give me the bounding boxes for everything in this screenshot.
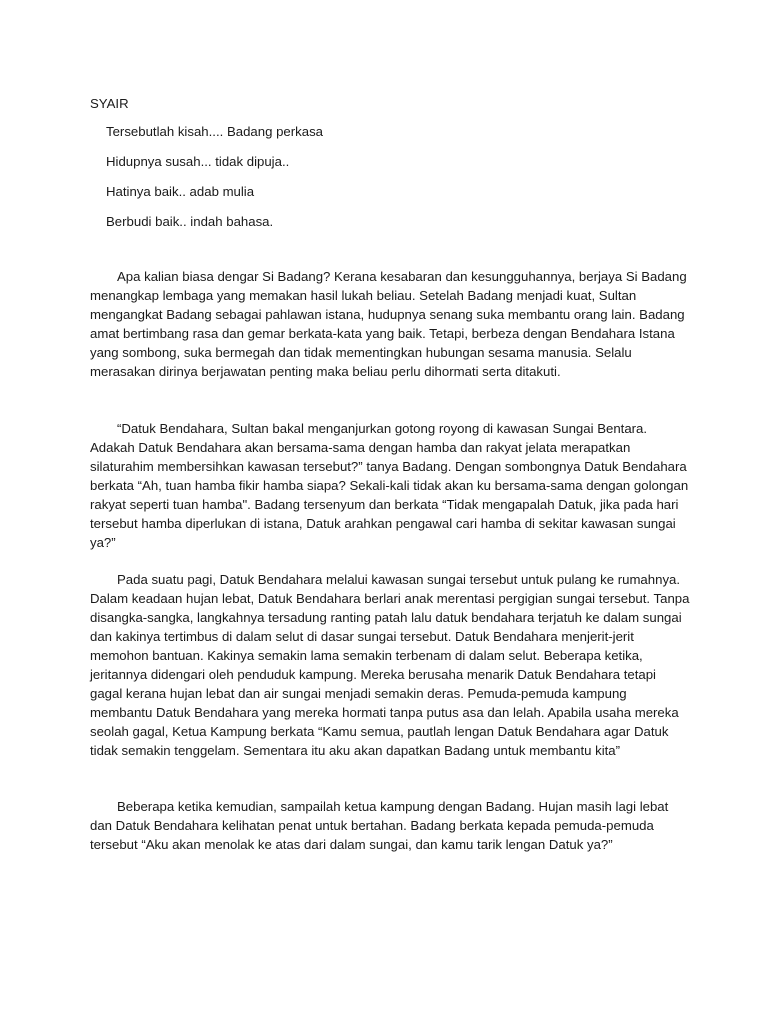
poem-line: Hidupnya susah... tidak dipuja.. [106, 154, 290, 169]
paragraph-intro: Apa kalian biasa dengar Si Badang? Kerana kesabaran dan kesungguhannya, berjaya Si Badang menangkap lembaga yang memakan hasil lukah beliau. Setelah Badang menjadi kuat, Sultan mengangkat Badang sebagai pahlawan istana, hudupnya senang suka membantu orang lain. Badang amat bertimbang rasa dan gemar berkata-kata yang baik. Tetapi, berbeza dengan Bendahara Istana yang sombong, suka bermegah dan tidak mementingkan hubungan sesama manusia. Selalu merasakan dirinya berjawatan penting maka beliau perlu dihormati serta ditakuti. [90, 269, 687, 379]
paragraph-rescue: Beberapa ketika kemudian, sampailah ketua kampung dengan Badang. Hujan masih lagi lebat dan Datuk Bendahara kelihatan penat untuk bertahan. Badang berkata kepada pemuda-pemuda tersebut “Aku akan menolak ke atas dari dalam sungai, dan kamu tarik lengan Datuk ya?” [90, 799, 669, 852]
document-heading: SYAIR [90, 96, 129, 111]
poem-line: Berbudi baik.. indah bahasa. [106, 214, 274, 229]
poem-stanza [106, 122, 323, 242]
poem-line: Hatinya baik.. adab mulia [106, 184, 255, 199]
paragraph-dialogue: “Datuk Bendahara, Sultan bakal menganjurkan gotong royong di kawasan Sungai Bentara. Adakah Datuk Bendahara akan bersama-sama dengan hamba dan rakyat jelata merapatkan silaturahim membersihkan kawasan tersebut?” tanya Badang. Dengan sombongnya Datuk Bendahara berkata “Ah, tuan hamba fikir hamba siapa? Sekali-kali tidak akan ku bersama-sama dengan golongan rakyat seperti tuan hamba". Badang tersenyum dan berkata “Tidak mengapalah Datuk, jika pada hari tersebut hamba diperlukan di istana, Datuk arahkan pengawal cari hamba di sekitar kawasan sungai ya?” [90, 421, 689, 550]
paragraph-river-incident: Pada suatu pagi, Datuk Bendahara melalui kawasan sungai tersebut untuk pulang ke rumahnya. Dalam keadaan hujan lebat, Datuk Bendahara berlari anak merentasi pergigian sungai tersebut. Tanpa disangka-sangka, langkahnya tersadung ranting patah lalu datuk bendahara terjatuh ke dalam sungai dan kakinya tertimbus di dalam selut di dasar sungai tersebut. Datuk Bendahara menjerit-jerit memohon bantuan. Kakinya semakin lama semakin terbenam di dalam selut. Beberapa ketika, jeritannya didengari oleh penduduk kampung. Mereka berusaha menarik Datuk Bendahara tetapi gagal kerana hujan lebat dan air sungai menjadi semakin deras. Pemuda-pemuda kampung membantu Datuk Bendahara yang mereka hormati tanpa putus asa dan lelah. Apabila usaha mereka seolah gagal, Ketua Kampung berkata “Kamu semua, pautlah lengan Datuk Bendahara agar Datuk tidak semakin tenggelam. Sementara itu aku akan dapatkan Badang untuk membantu kita” [90, 572, 690, 758]
poem-line: Tersebutlah kisah.... Badang perkasa [106, 124, 323, 139]
